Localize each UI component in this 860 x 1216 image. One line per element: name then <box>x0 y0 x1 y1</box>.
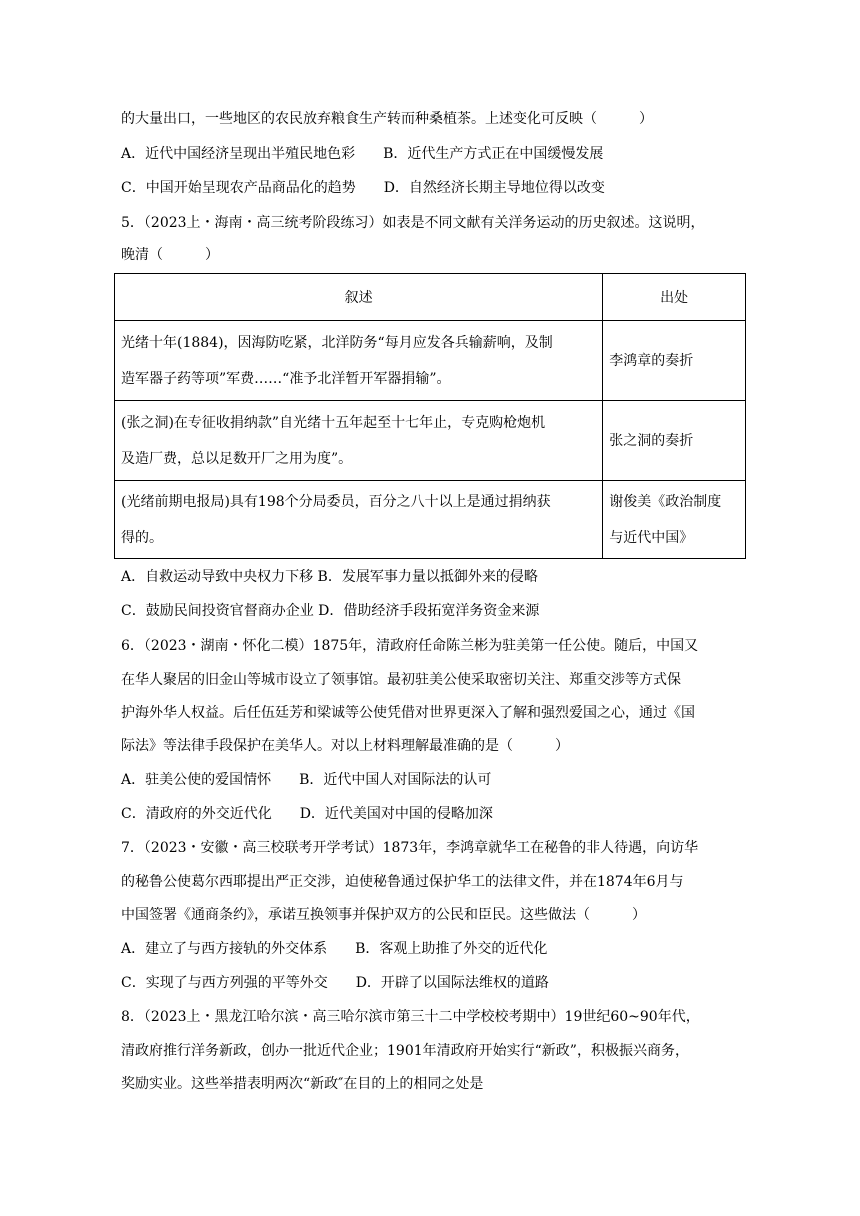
row2-text-line-2: 及造厂费，总以足数开厂之用为度”。 <box>121 450 353 467</box>
table-row <box>115 321 746 401</box>
row1-text-line-1: 光绪十年(1884)，因海防吃紧，北洋防务“每月应发各兵输薪响，及制 <box>121 334 553 351</box>
q8-stem-line-1: 8．（2023上・黑龙江哈尔滨・高三哈尔滨市第三十二中学校校考期中）19世纪60~90年代， <box>121 1009 700 1025</box>
q4-option-ab: A．近代中国经济呈现出半殖民地色彩 B．近代生产方式正在中国缓慢发展 <box>121 146 604 162</box>
row2-source <box>603 401 746 481</box>
q5-option-ab: A．自救运动导致中央权力下移 B．发展军事力量以抵御外来的侵略 <box>121 569 538 585</box>
row2-narrative <box>115 401 603 481</box>
row3-text-line-2: 得的。 <box>121 529 163 546</box>
q6-option-ab: A．驻美公使的爱国情怀 B．近代中国人对国际法的认可 <box>121 772 492 788</box>
table-header-row <box>115 274 746 321</box>
q8-stem-line-2: 清政府推行洋务新政，创办一批近代企业；1901年清政府开始实行“新政”，积极振兴商务， <box>121 1043 689 1059</box>
q5-stem-line-1: 5．（2023上・海南・高三统考阶段练习）如表是不同文献有关洋务运动的历史叙述。这说明， <box>121 215 705 231</box>
row3-source-line-1: 谢俊美《政治制度 <box>609 493 722 510</box>
row3-source <box>603 481 746 559</box>
q6-option-cd: C．清政府的外交近代化 D．近代美国对中国的侵略加深 <box>121 806 493 822</box>
q7-option-cd: C．实现了与西方列强的平等外交 D．开辟了以国际法维权的道路 <box>121 975 549 991</box>
q6-stem-line-3: 护海外华人权益。后任伍廷芳和梁诚等公使凭借对世界更深入了解和强烈爱国之心，通过《国 <box>121 705 695 721</box>
row3-text-line-1: (光绪前期电报局)具有198个分局委员，百分之八十以上是通过捐纳获 <box>121 493 551 510</box>
q5-stem-line-2: 晚清（ ） <box>121 247 219 263</box>
q6-stem-line-4: 际法》等法律手段保护在美华人。对以上材料理解最准确的是（ ） <box>121 738 569 754</box>
header-narrative: 叙述 <box>115 274 603 321</box>
q5-table <box>114 273 746 559</box>
row2-text-line-1: (张之洞)在专征收捐纳款”自光绪十五年起至十七年止，专克购枪炮机 <box>121 414 546 431</box>
q7-option-ab: A．建立了与西方接轨的外交体系 B．客观上助推了外交的近代化 <box>121 941 548 957</box>
q8-stem-line-3: 奖励实业。这些举措表明两次“新政″在目的上的相同之处是 <box>121 1076 484 1092</box>
table-row <box>115 401 746 481</box>
row3-narrative <box>115 481 603 559</box>
row1-narrative <box>115 321 603 401</box>
q6-stem-line-2: 在华人聚居的旧金山等城市设立了领事馆。最初驻美公使采取密切关注、郑重交涉等方式保 <box>121 672 681 688</box>
q4-option-cd: C．中国开始呈现农产品商品化的趋势 D．自然经济长期主导地位得以改变 <box>121 180 605 196</box>
row1-source <box>603 321 746 401</box>
row2-source-line-1: 张之洞的奏折 <box>609 432 694 449</box>
row1-source-line-1: 李鸿章的奏折 <box>609 352 694 369</box>
row1-text-line-2: 造军器子药等项”军费……“准予北洋暂开军器捐输”。 <box>121 370 451 387</box>
row3-source-line-2: 与近代中国》 <box>609 529 694 546</box>
q6-stem-line-1: 6．（2023・湖南・怀化二模）1875年，清政府任命陈兰彬为驻美第一任公使。随后，中国又 <box>121 638 699 654</box>
table-row <box>115 481 746 559</box>
q7-stem-line-1: 7．（2023・安徽・高三校联考开学考试）1873年，李鸿章就华工在秘鲁的非人待遇，向访华 <box>121 840 699 856</box>
q4-stem-end: 的大量出口，一些地区的农民放弃粮食生产转而种桑植茶。上述变化可反映（ ） <box>121 111 653 127</box>
header-source: 出处 <box>603 274 746 321</box>
q7-stem-line-2: 的秘鲁公使葛尔西耶提出严正交涉，迫使秘鲁通过保护华工的法律文件，并在1874年6月与 <box>121 874 684 890</box>
q7-stem-line-3: 中国签署《通商条约》，承诺互换领事并保护双方的公民和臣民。这些做法（ ） <box>121 907 646 923</box>
q5-option-cd: C．鼓励民间投资官督商办企业 D．借助经济手段拓宽洋务资金来源 <box>121 603 540 619</box>
